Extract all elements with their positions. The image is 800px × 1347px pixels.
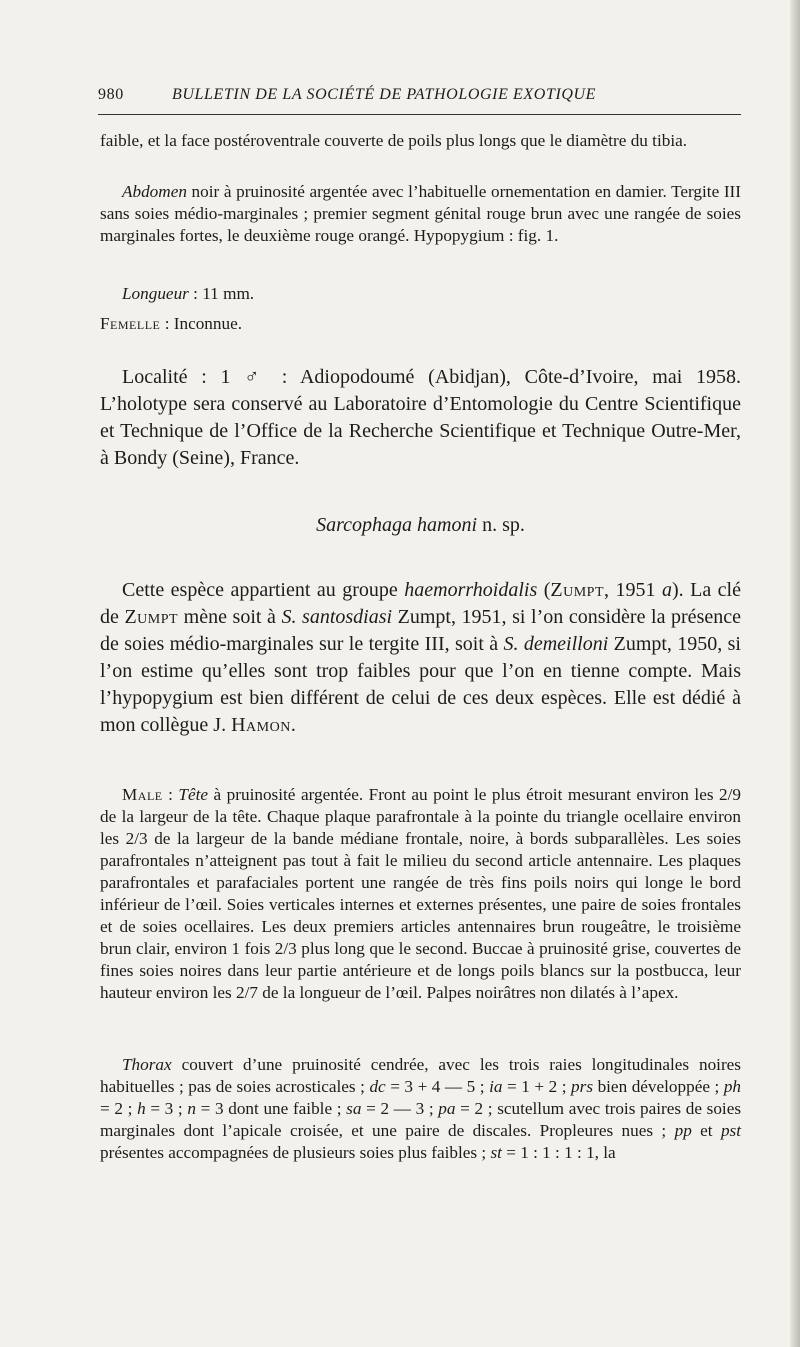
abbrev: pst (720, 1121, 742, 1140)
abbrev: pa (438, 1099, 456, 1118)
text-run: présentes accompagnées de plusieurs soies plus faibles ; (100, 1143, 491, 1162)
author-name: Hamon (231, 714, 291, 736)
journal-title: BULLETIN DE LA SOCIÉTÉ DE PATHOLOGIE EXOTIQUE (172, 86, 597, 103)
male-label: Male (122, 785, 163, 804)
text-run: ( (537, 579, 551, 601)
abbrev: pp (674, 1121, 692, 1140)
paragraph-text: L’holotype sera conservé au Laboratoire d’Entomologie du Centre Scientifique et Technique de l’Office de la Recherche Scientifique et Technique Outre-Mer, à Bondy (Seine), France. (100, 393, 741, 469)
paragraph-text: noir à pruinosité argentée avec l’habituelle ornementation en damier. Tergite III sans soies médio-marginales ; premier segment génital rouge brun avec une rangée de soies marginales fortes, le deuxième rouge orangé. Hypopygium : fig. 1. (100, 182, 741, 245)
text-run: : (162, 785, 179, 804)
author-name: Zumpt (550, 579, 605, 601)
abbrev: dc (369, 1077, 386, 1096)
text-run: = 3 ; (145, 1099, 188, 1118)
thorax-label: Thorax (122, 1055, 172, 1074)
species-title (100, 514, 741, 537)
femelle-label: Femelle (100, 314, 161, 333)
paragraph-longueur (100, 283, 741, 305)
author-name: Zumpt (124, 606, 179, 628)
species-reference: S. santosdiasi (281, 606, 393, 628)
text-run: . (290, 714, 296, 736)
paragraph-tibia (100, 130, 741, 152)
text-run: Zumpt, 1950, si l’on estime qu’elles sont trop faibles pour que l’on en tienne compte. Mais l’hypopygium est bien différent de celui de ces deux espèces. Elle est dédié à mon collègue J. (100, 633, 741, 736)
paragraph-description (100, 577, 741, 739)
text-run: bien développée ; (593, 1077, 724, 1096)
page-number: 980 (98, 86, 124, 103)
text-run: = 2 ; (100, 1099, 138, 1118)
abbrev: h (137, 1099, 146, 1118)
text-run: Cette espèce appartient au groupe (122, 579, 405, 601)
text-run: Zumpt, 1951, si l’on considère la présence de soies médio-marginales sur le tergite III, soit à (100, 606, 741, 655)
abbrev: n (187, 1099, 196, 1118)
text-run: = 2 ; scutellum avec trois paires de soies marginales dont l’apicale croisée, et une paire de discales. Propleures nues ; (100, 1099, 742, 1140)
species-reference: S. demeilloni (503, 633, 609, 655)
paragraph-male (100, 784, 741, 1004)
abbrev: sa (346, 1099, 362, 1118)
paragraph-text: à pruinosité argentée. Front au point le plus étroit mesurant environ les 2/9 de la largeur de la tête. Chaque plaque parafrontale à la pointe du triangle ocellaire environ les 2/3 de la largeur de la bande médiane frontale, noire, à bords subparallèles. Les soies parafrontales n’atteignent pas tout à fait le milieu du second article antennaire. Les plaques parafrontales et parafaciales portent une rangée de très fins poils noirs qui longe le bord inférieur de l’œil. Soies verticales internes et externes présentes, une paire de soies frontales et de soies ocellaires. Les deux premiers articles antennaires brun rougeâtre, le troisième brun clair, environ 1 fois 2/3 plus long que le second. Buccae à pruinosité grise, couvertes de fines soies noires dans leur partie antérieure et de longs poils blancs sur la postbucca, leur hauteur environ les 2/7 de la longueur de l’œil. Palpes noirâtres non dilatés à l’apex. (100, 785, 741, 1002)
text-run: et (691, 1121, 721, 1140)
group-name: haemorrhoidalis (404, 579, 538, 601)
abdomen-label: Abdomen (122, 182, 187, 201)
localite-line: Localité : 1 ♂ : Adiopodoumé (Abidjan), Côte-d’Ivoire, mai 1958. (122, 366, 741, 388)
paragraph-femelle (100, 313, 741, 335)
text-run: ). La clé de (100, 579, 741, 628)
page-edge-shadow (790, 0, 800, 1347)
text-run: = 3 dont une faible ; (195, 1099, 347, 1118)
abbrev: ia (489, 1077, 503, 1096)
text-run: = 3 + 4 — 5 ; (385, 1077, 490, 1096)
abbrev: ph (723, 1077, 741, 1096)
paragraph-thorax (100, 1054, 741, 1164)
citation-letter: a (661, 579, 672, 601)
text-run: mène soit à (178, 606, 282, 628)
abbrev: st (490, 1143, 502, 1162)
paragraph-text: : 11 mm. (188, 284, 255, 303)
running-header (98, 86, 742, 112)
species-name: Sarcophaga hamoni (316, 514, 478, 536)
text-run: = 1 : 1 : 1 : 1, la (501, 1143, 616, 1162)
tete-label: Tête (178, 785, 209, 804)
text-run: couvert d’une pruinosité cendrée, avec les trois raies longitudinales noires habituelles ; pas de soies acrosticales ; (100, 1055, 741, 1096)
abbrev: prs (571, 1077, 594, 1096)
paragraph-abdomen (100, 181, 741, 247)
longueur-label: Longueur (122, 284, 189, 303)
paragraph-text: : Inconnue. (160, 314, 243, 333)
text-run: , 1951 (604, 579, 662, 601)
text-run: = 1 + 2 ; (502, 1077, 572, 1096)
text-run: = 2 — 3 ; (361, 1099, 439, 1118)
paragraph-localite (100, 364, 741, 472)
paragraph-text: faible, et la face postéroventrale couverte de poils plus longs que le diamètre du tibia. (100, 131, 688, 150)
species-suffix: n. sp. (477, 514, 525, 536)
header-rule (98, 114, 741, 115)
